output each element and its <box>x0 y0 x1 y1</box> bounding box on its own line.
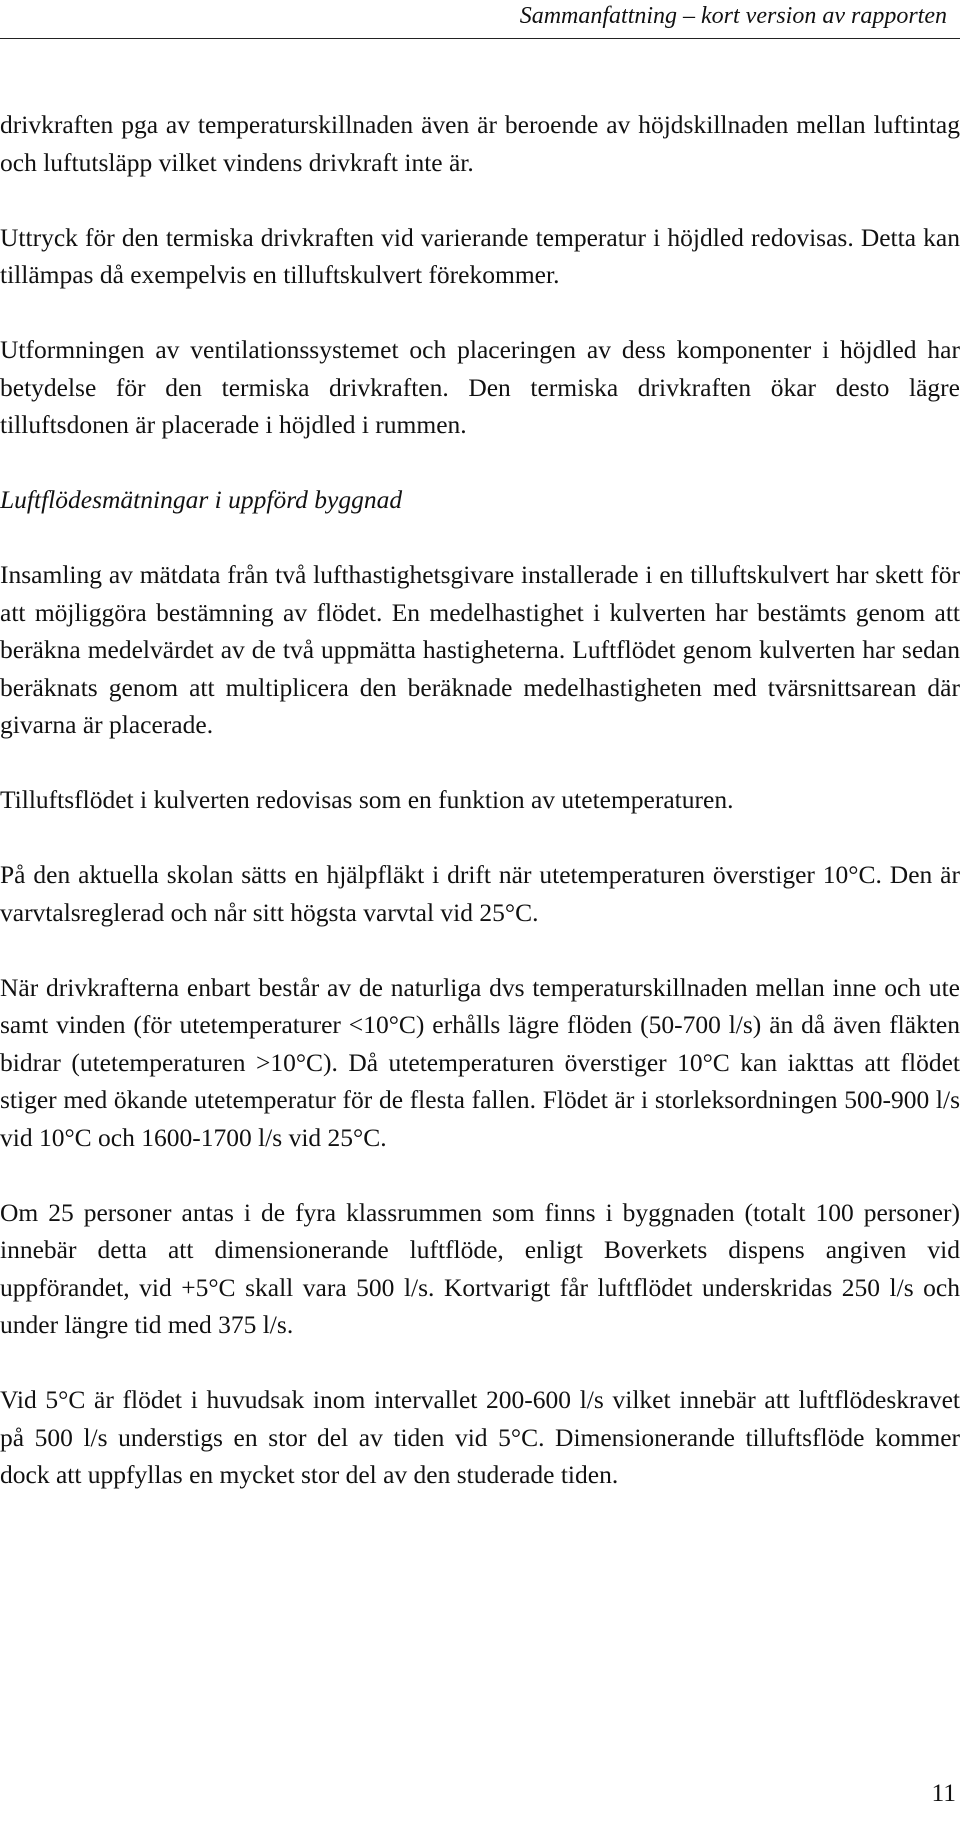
paragraph-flode-vid-5c: Vid 5°C är flödet i huvudsak inom intervallet 200-600 l/s vilket innebär att luftflödeskravet på 500 l/s understigs en stor del av tiden vid 5°C. Dimensionerande tilluftsflöde kommer dock att uppfyllas en mycket stor del av den studerade tiden. <box>0 1385 960 1489</box>
running-title: Sammanfattning – kort version av rapporten <box>519 3 947 29</box>
paragraph-insamling-matdata: Insamling av mätdata från två lufthastighetsgivare installerade i en tilluftskulvert har skett för att möjliggöra bestämning av flödet. En medelhastighet i kulverten har bestämts genom att beräkna medelvärdet av de två uppmätta hastigheterna. Luftflödet genom kulverten har sedan beräknats genom att multiplicera den beräknade medelhastigheten med tvärsnittsarean där givarna är placerade. <box>0 560 960 739</box>
paragraph-uttryck-termisk-drivkraft: Uttryck för den termiska drivkraften vid varierande temperatur i höjdled redovisas. Detta kan tillämpas då exempelvis en tilluftskulvert förekommer. <box>0 222 960 289</box>
running-header <box>0 0 960 39</box>
page-number: 11 <box>931 1778 956 1807</box>
paragraph-tilluftsflode-redovisas: Tilluftsflödet i kulverten redovisas som en funktion av utetemperaturen. <box>0 785 734 814</box>
paragraph-naturliga-drivkrafter: När drivkrafterna enbart består av de naturliga dvs temperaturskillnaden mellan inne och ute samt vinden (för utetemperaturer <10°C) erhålls lägre flöden (50-700 l/s) än då även fläkten bidrar (utetemperaturen >10°C). Då utetemperaturen överstiger 10°C kan iakttas att flödet stiger med ökande utetemperatur för de flesta fallen. Flödet är i storleksordningen 500-900 l/s vid 10°C och 1600-1700 l/s vid 25°C. <box>0 972 960 1152</box>
section-heading: Luftflödesmätningar i uppförd byggnad <box>0 485 403 514</box>
paragraph-dimensionerande-luftflode: Om 25 personer antas i de fyra klassrummen som finns i byggnaden (totalt 100 personer) innebär detta att dimensionerande luftflöde, enligt Boverkets dispens angiven vid uppförandet, vid +5°C skall vara 500 l/s. Kortvarigt får luftflödet underskridas 250 l/s och under längre tid med 375 l/s. <box>0 1197 960 1339</box>
paragraph-utformning-ventilationssystem: Utformningen av ventilationssystemet och placeringen av dess komponenter i höjdled har betydelse för den termiska drivkraften. Den termiska drivkraften ökar desto lägre tilluftsdonen är placerade i höjdled i rummen. <box>0 335 960 439</box>
page-body <box>0 106 960 1494</box>
paragraph-hjalpflakt: På den aktuella skolan sätts en hjälpfläkt i drift när utetemperaturen överstiger 10°C. Den är varvtalsreglerad och når sitt högsta varvtal vid 25°C. <box>0 860 960 927</box>
paragraph-drivkraft-hojdskillnad: drivkraften pga av temperaturskillnaden även är beroende av höjdskillnaden mellan luftintag och luftutsläpp vilket vindens drivkraft inte är. <box>0 110 960 177</box>
